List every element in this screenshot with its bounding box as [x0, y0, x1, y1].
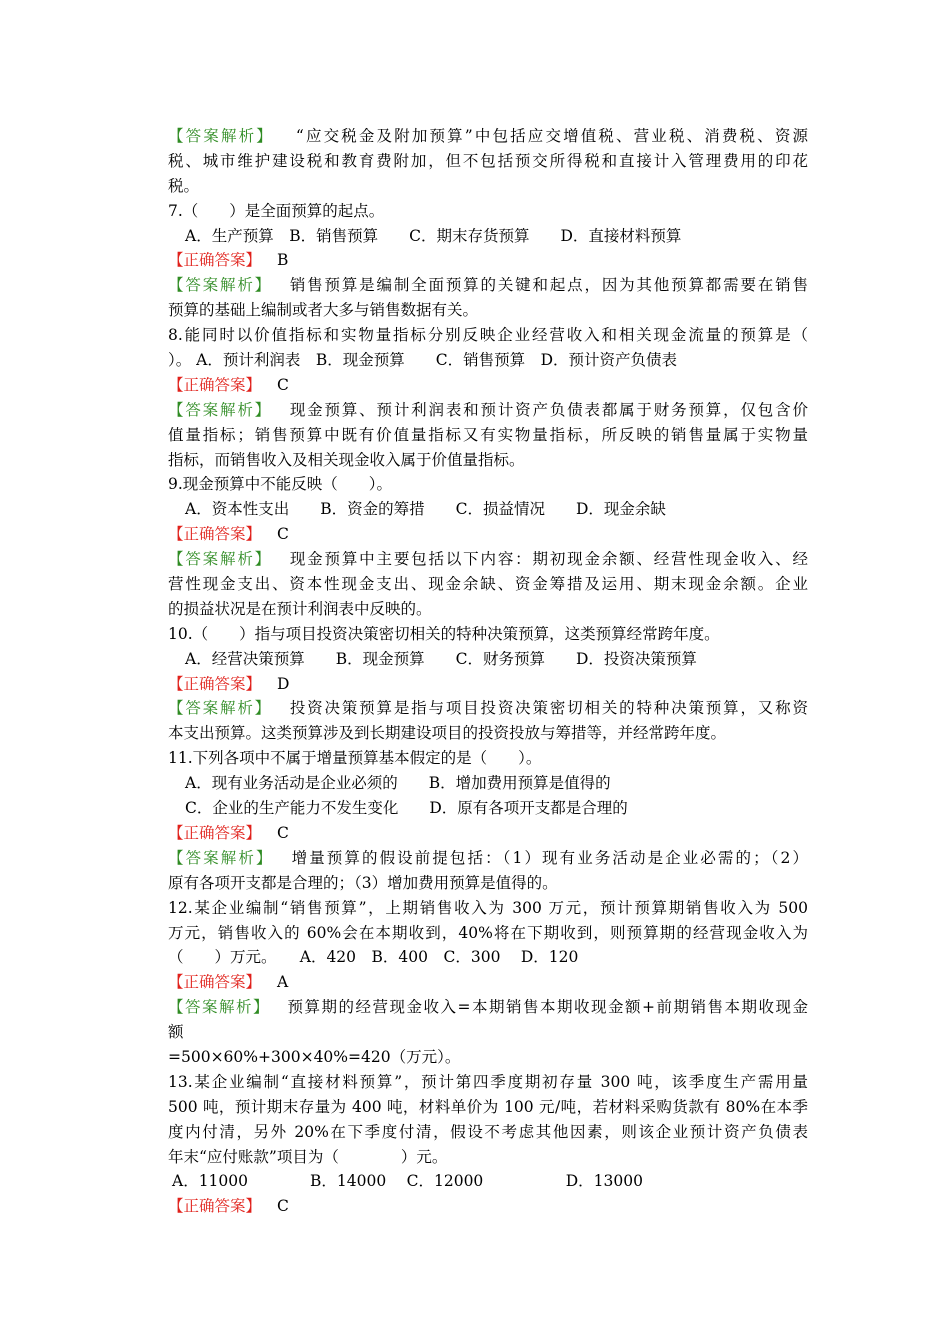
document-page [168, 124, 808, 1219]
answer-value: D [277, 674, 290, 693]
answer-tag: 【正确答案】 [168, 823, 262, 842]
text-line: 年末“应付账款”项目为（ ）元。 [168, 1147, 448, 1166]
answer-tag: 【正确答案】 [168, 973, 262, 992]
analysis-tag: 【答案解析】 [168, 848, 274, 867]
answer-tag: 【正确答案】 [168, 674, 262, 693]
question-7: 7.（ ）是全面预算的起点。 [168, 201, 385, 220]
question-11: 11.下列各项中不属于增量预算基本假定的是（ ）。 [168, 749, 542, 768]
question-8: 8.能同时以价值指标和实物量指标分别反映企业经营收入和相关现金流量的预算是（ [168, 326, 808, 345]
analysis-tag: 【答案解析】 [168, 400, 273, 419]
answer-value: C [277, 375, 289, 394]
question-8-options: ）。 A．预计利润表 B．现金预算 C．销售预算 D．预计资产负债表 [168, 351, 678, 370]
answer-value: C [277, 823, 289, 842]
analysis-line [168, 124, 808, 149]
question-12: 12.某企业编制“销售预算”，上期销售收入为 300 万元，预计预算期销售收入为 500 [168, 898, 808, 917]
question-9-options: A．资本性支出 B．资金的筹措 C．损益情况 D．现金余缺 [185, 500, 666, 519]
analysis-tag: 【答案解析】 [168, 276, 273, 295]
formula-line: =500×60%+300×40%=420（万元）。 [168, 1047, 461, 1066]
question-12-answer [168, 970, 808, 995]
question-11-answer [168, 821, 808, 846]
question-12-analysis: 【答案解析】 预算期的经营现金收入=本期销售本期收现金额+前期销售本期收现金 [168, 998, 808, 1017]
question-13-answer [168, 1194, 808, 1219]
text-line: 税。 [168, 176, 200, 195]
answer-tag: 【正确答案】 [168, 375, 262, 394]
text-line: 的损益状况是在预计利润表中反映的。 [168, 599, 432, 618]
text-line: 额 [168, 1023, 184, 1042]
question-11-analysis: 【答案解析】 增量预算的假设前提包括：（1）现有业务活动是企业必需的；（2） [168, 848, 808, 867]
question-9-analysis: 【答案解析】 现金预算中主要包括以下内容：期初现金余额、经营性现金收入、经 [168, 550, 808, 569]
analysis-tag: 【答案解析】 [168, 699, 273, 718]
text-line: 税、城市维护建设税和教育费附加，但不包括预交所得税和直接计入管理费用的印花 [168, 151, 808, 170]
answer-value: B [277, 251, 289, 270]
analysis-tag: 【答案解析】 [168, 998, 270, 1017]
text-line: 营性现金支出、资本性现金支出、现金余缺、资金筹措及运用、期末现金余额。企业 [168, 575, 808, 594]
text-line: 度内付清，另外 20%在下季度付清，假设不考虑其他因素，则该企业预计资产负债表 [168, 1122, 808, 1141]
question-10-analysis: 【答案解析】 投资决策预算是指与项目投资决策密切相关的特种决策预算，又称资 [168, 699, 808, 718]
text-line: 值量指标；销售预算中既有价值量指标又有实物量指标，所反映的销售量属于实物量 [168, 425, 808, 444]
analysis-tag: 【答案解析】 [168, 550, 273, 569]
answer-value: A [277, 973, 289, 992]
question-11-options-2: C．企业的生产能力不发生变化 D．原有各项开支都是合理的 [185, 799, 628, 818]
text-line: 预算的基础上编制或者大多与销售数据有关。 [168, 301, 479, 320]
analysis-tag: 【答案解析】 [168, 127, 274, 145]
question-13: 13.某企业编制“直接材料预算”，预计第四季度期初存量 300 吨，该季度生产需用量 [168, 1072, 808, 1091]
question-7-options: A．生产预算 B．销售预算 C．期末存货预算 D．直接材料预算 [185, 226, 682, 245]
question-12-options: （ ）万元。 A．420 B．400 C．300 D．120 [168, 948, 579, 967]
question-10-options: A．经营决策预算 B．现金预算 C．财务预算 D．投资决策预算 [185, 649, 697, 668]
answer-value: C [277, 1197, 289, 1216]
analysis-text: “应交税金及附加预算”中包括应交增值税、营业税、消费税、资源 [295, 127, 808, 145]
question-10-answer [168, 672, 808, 697]
text-line: 原有各项开支都是合理的；（3）增加费用预算是值得的。 [168, 873, 558, 892]
question-11-options-1: A．现有业务活动是企业必须的 B．增加费用预算是值得的 [185, 774, 611, 793]
answer-tag: 【正确答案】 [168, 1197, 262, 1216]
question-8-analysis: 【答案解析】 现金预算、预计利润表和预计资产负债表都属于财务预算，仅包含价 [168, 400, 808, 419]
text-line: 指标，而销售收入及相关现金收入属于价值量指标。 [168, 450, 525, 469]
question-7-analysis: 【答案解析】 销售预算是编制全面预算的关键和起点，因为其他预算都需要在销售 [168, 276, 808, 295]
question-9: 9.现金预算中不能反映（ ）。 [168, 475, 393, 494]
text-line: 500 吨，预计期末存量为 400 吨，材料单价为 100 元/吨，若材料采购货款有 80%在本季 [168, 1097, 808, 1116]
answer-tag: 【正确答案】 [168, 525, 262, 544]
question-7-answer [168, 248, 808, 273]
question-8-answer [168, 373, 808, 398]
text-line: 本支出预算。这类预算涉及到长期建设项目的投资投放与筹措等，并经常跨年度。 [168, 724, 727, 743]
answer-tag: 【正确答案】 [168, 251, 262, 270]
question-13-options: A．11000 B．14000 C．12000 D．13000 [172, 1172, 643, 1191]
question-10: 10.（ ）指与项目投资决策密切相关的特种决策预算，这类预算经常跨年度。 [168, 624, 720, 643]
question-9-answer [168, 522, 808, 547]
answer-value: C [277, 525, 289, 544]
text-line: 万元，销售收入的 60%会在本期收到，40%将在下期收到，则预算期的经营现金收入为 [168, 923, 808, 942]
